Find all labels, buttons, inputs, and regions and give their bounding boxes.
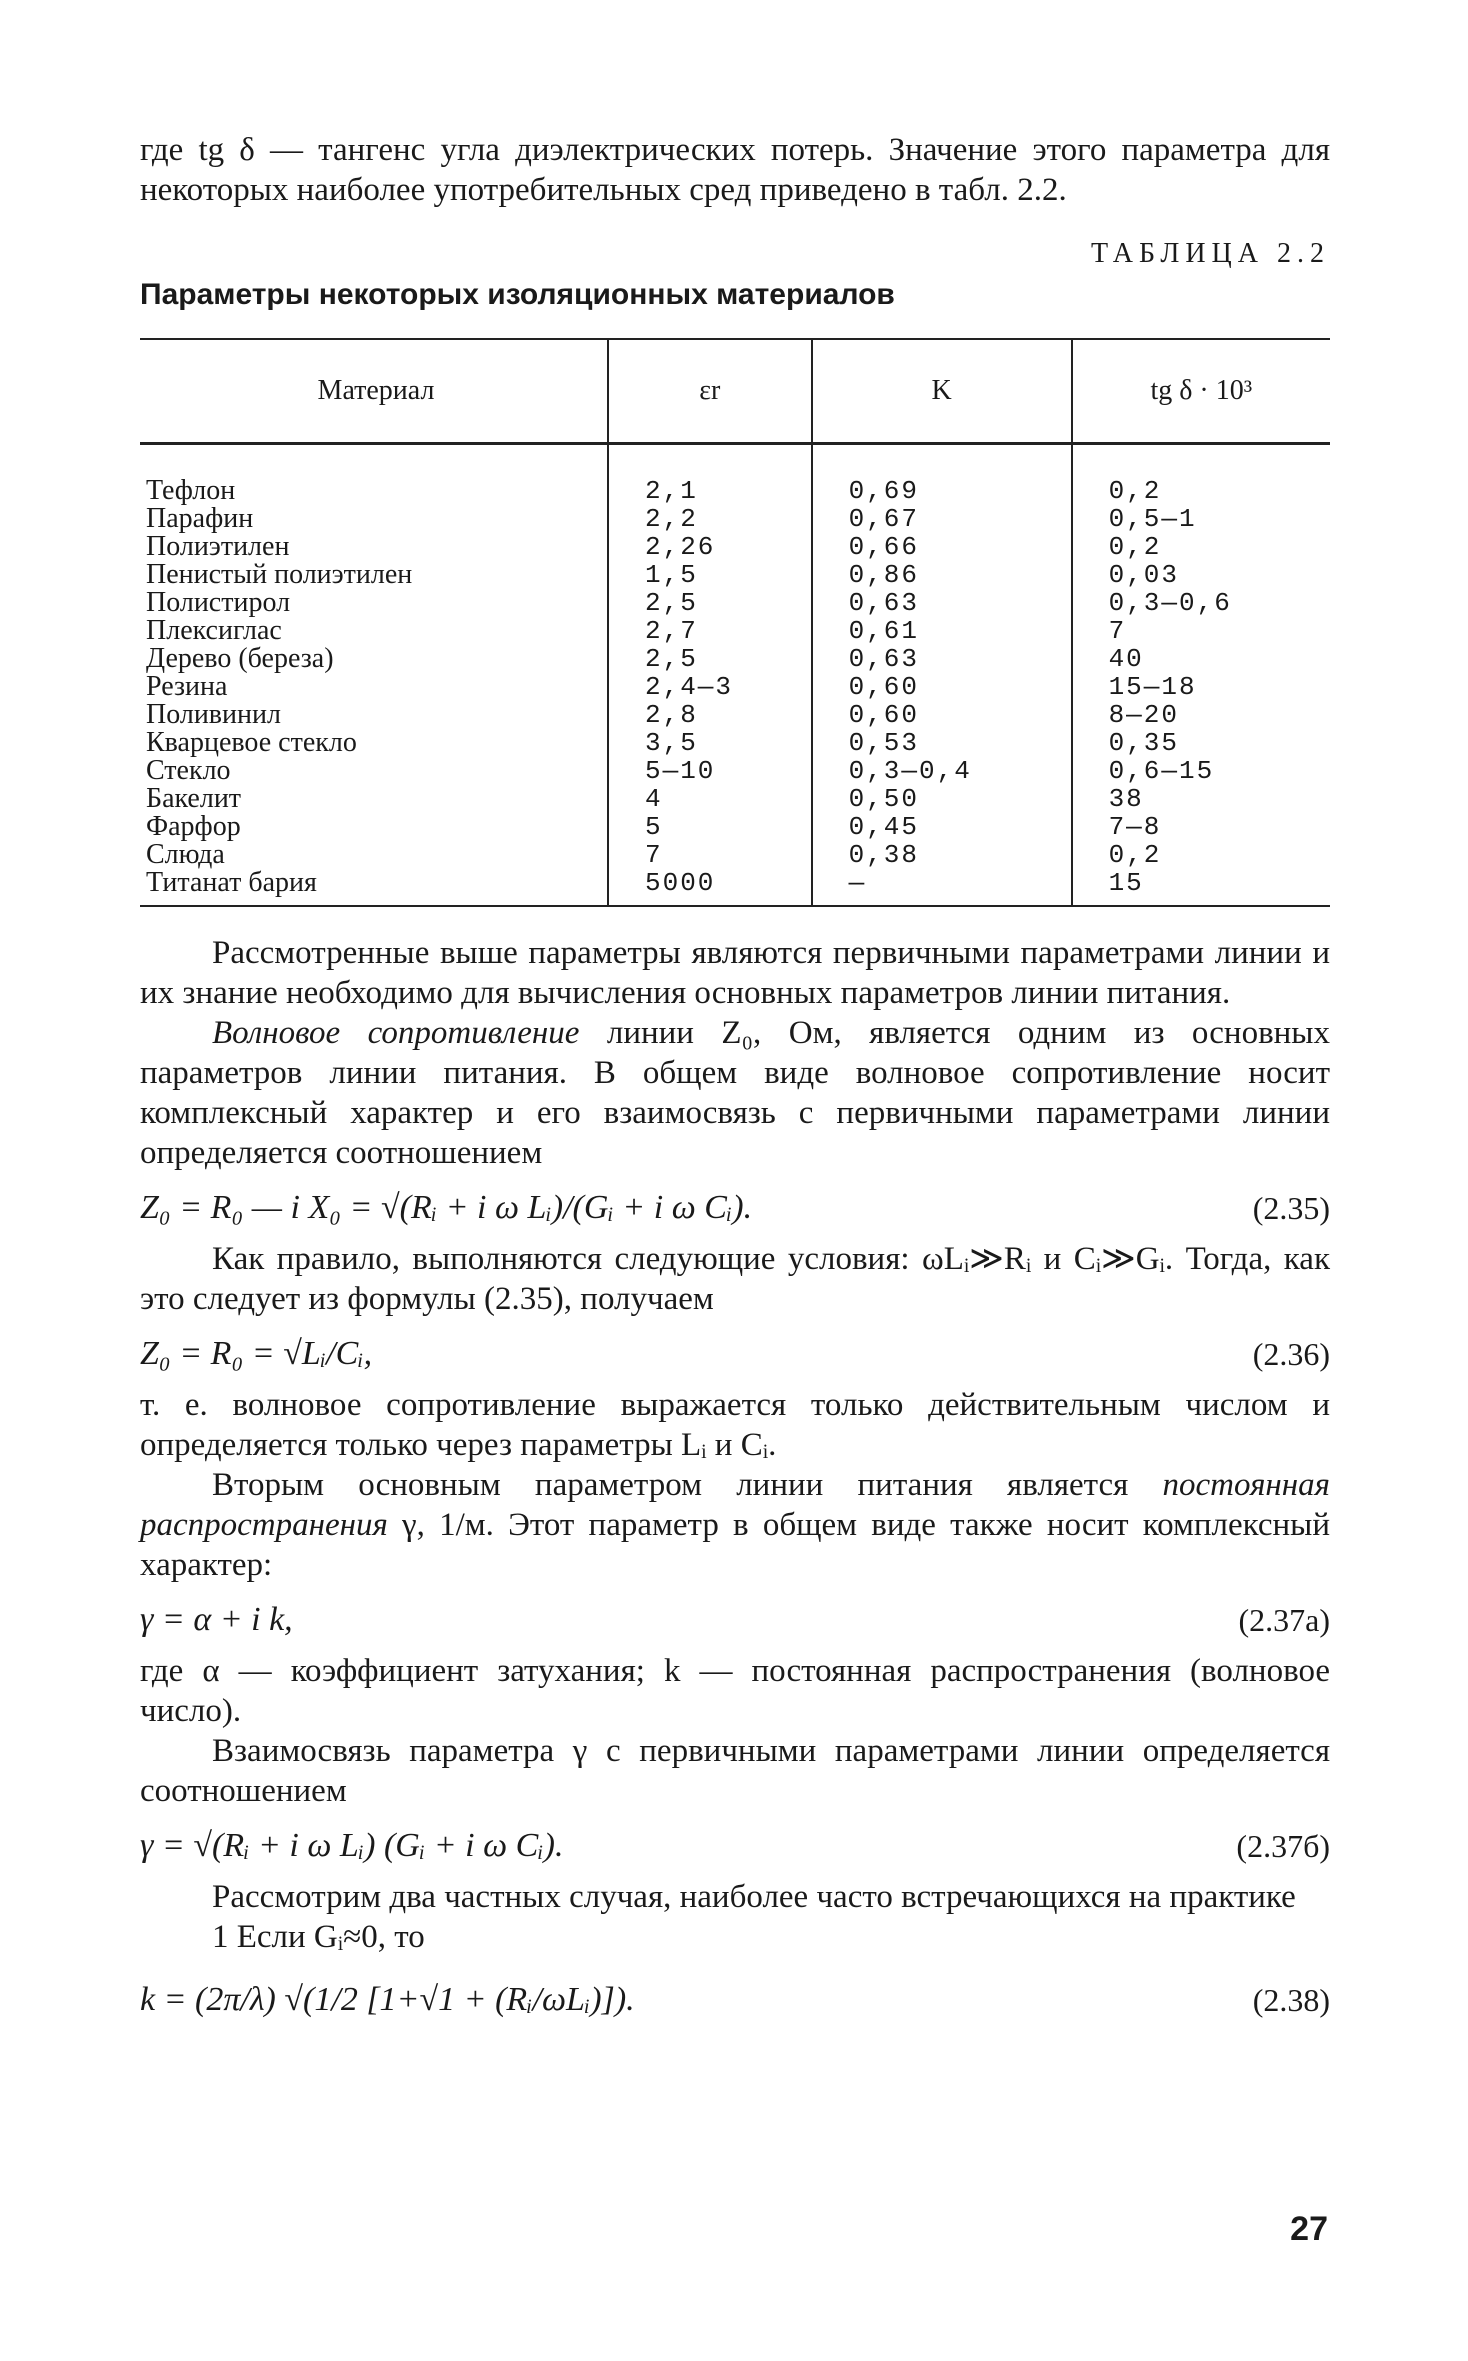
page-number: 27 — [1290, 2210, 1328, 2248]
materials-table — [140, 338, 1330, 907]
table-number: ТАБЛИЦА 2.2 — [1091, 238, 1330, 269]
formula-2-38 — [140, 1981, 1330, 2019]
term-wave-impedance: Волновое сопротивление — [212, 1015, 580, 1051]
er-cell: 1,5 — [645, 560, 698, 590]
term-propagation-constant: постоянная распространения — [140, 1467, 1330, 1543]
er-cell: 2,7 — [645, 616, 698, 646]
er-cell: 5—10 — [645, 756, 716, 786]
tgd-cell: 0,3—0,6 — [1108, 588, 1232, 618]
header-k: K — [812, 339, 1072, 444]
k-cell: 0,50 — [848, 784, 919, 814]
header-material: Материал — [140, 339, 608, 444]
intro-paragraph: где tg δ — тангенс угла диэлектрических потерь. Значение этого параметра для некоторых наиболее употребительных сред приведено в табл. 2.2. — [140, 132, 1330, 208]
er-cell: 4 — [645, 784, 663, 814]
tgd-cell: 38 — [1108, 784, 1144, 814]
table-title: Параметры некоторых изоляционных материалов — [140, 278, 895, 311]
formula-2-37a-expr: γ = α + i k, — [140, 1601, 293, 1638]
formula-2-37b-expr: γ = √(Rᵢ + i ω Lᵢ) (Gᵢ + i ω Cᵢ). — [140, 1827, 564, 1864]
paragraph-primary-params: Рассмотренные выше параметры являются первичными параметрами линии и их знание необходимо для вычисления основных параметров линии питания. — [140, 935, 1330, 1011]
k-cell: 0,63 — [848, 644, 919, 674]
paragraph-wave-impedance-text: линии Z₀, Ом, является одним из основных параметров линии питания. В общем виде волновое сопротивление носит комплексный характер и его взаимосвязь с первичными параметрами линии определяется соотношением — [140, 1015, 1330, 1171]
formula-2-36 — [140, 1335, 1330, 1373]
formula-2-37a — [140, 1601, 1330, 1639]
k-cell: 0,69 — [848, 476, 919, 506]
k-cell: 0,60 — [848, 672, 919, 702]
er-cell: 2,8 — [645, 700, 698, 730]
er-cell: 2,5 — [645, 588, 698, 618]
k-cell: 0,38 — [848, 840, 919, 870]
material-cell: Поливинил — [146, 699, 281, 730]
k-cell: — — [848, 868, 867, 898]
formula-2-37a-number: (2.37а) — [1238, 1601, 1330, 1638]
material-cell: Бакелит — [146, 783, 242, 814]
formula-2-38-number: (2.38) — [1252, 1981, 1330, 2018]
er-cell: 2,26 — [645, 532, 716, 562]
k-cell: 0,86 — [848, 560, 919, 590]
paragraph-propagation-text-c: γ, 1/м. Этот параметр в общем виде также носит комплексный характер: — [140, 1507, 1330, 1583]
tgd-cell: 0,03 — [1108, 560, 1179, 590]
er-cell: 2,4—3 — [645, 672, 734, 702]
er-cell: 2,5 — [645, 644, 698, 674]
er-cell: 7 — [645, 840, 663, 870]
k-cell: 0,66 — [848, 532, 919, 562]
material-cell: Тефлон — [146, 475, 236, 506]
material-cell: Фарфор — [146, 811, 241, 842]
material-column — [140, 444, 608, 907]
tgd-cell: 0,2 — [1108, 840, 1162, 870]
tgd-cell: 0,6—15 — [1108, 756, 1215, 786]
tgd-cell: 7 — [1108, 616, 1127, 646]
er-cell: 3,5 — [645, 728, 698, 758]
material-cell: Полиэтилен — [146, 531, 290, 562]
tgd-cell: 0,35 — [1108, 728, 1179, 758]
er-cell: 2,2 — [645, 504, 698, 534]
k-cell: 0,53 — [848, 728, 919, 758]
material-cell: Стекло — [146, 755, 231, 786]
k-cell: 0,3—0,4 — [848, 756, 972, 786]
tgd-cell: 15—18 — [1108, 672, 1197, 702]
k-column — [812, 444, 1072, 907]
formula-2-36-number: (2.36) — [1252, 1335, 1330, 1372]
formula-2-35 — [140, 1189, 1330, 1227]
paragraph-attenuation: где α — коэффициент затухания; k — постоянная распространения (волновое число). — [140, 1653, 1330, 1729]
k-cell: 0,60 — [848, 700, 919, 730]
material-cell: Парафин — [146, 503, 254, 534]
material-cell: Дерево (береза) — [146, 643, 334, 674]
material-cell: Полистирол — [146, 587, 291, 618]
header-er: εr — [608, 339, 812, 444]
tgd-cell: 7—8 — [1108, 812, 1162, 842]
er-cell: 5000 — [645, 868, 716, 898]
paragraph-propagation-text-a: Вторым основным параметром линии питания является — [212, 1467, 1163, 1503]
paragraph-conditions: Как правило, выполняются следующие условия: ωLᵢ≫Rᵢ и Cᵢ≫Gᵢ. Тогда, как это следует из формулы (2.35), получаем — [140, 1241, 1330, 1317]
paragraph-propagation — [140, 1465, 1330, 1585]
formula-2-37b — [140, 1827, 1330, 1865]
material-cell: Резина — [146, 671, 228, 702]
material-cell: Пенистый полиэтилен — [146, 559, 413, 590]
er-column — [608, 444, 812, 907]
tgd-column — [1072, 444, 1330, 907]
k-cell: 0,63 — [848, 588, 919, 618]
paragraph-relation: Взаимосвязь параметра γ с первичными параметрами линии определяется соотношением — [140, 1733, 1330, 1809]
formula-2-38-expr: k = (2π/λ) √(1/2 [1+√1 + (Rᵢ/ωLᵢ)]). — [140, 1981, 635, 2018]
material-cell: Титанат бария — [146, 867, 317, 898]
tgd-cell: 15 — [1108, 868, 1144, 898]
er-cell: 5 — [645, 812, 663, 842]
k-cell: 0,61 — [848, 616, 919, 646]
tgd-cell: 0,2 — [1108, 532, 1162, 562]
material-cell: Кварцевое стекло — [146, 727, 357, 758]
paragraph-cases: Рассмотрим два частных случая, наиболее часто встречающихся на практике — [212, 1879, 1296, 1915]
tgd-cell: 0,2 — [1108, 476, 1162, 506]
material-cell: Плексиглас — [146, 615, 282, 646]
formula-2-35-number: (2.35) — [1252, 1189, 1330, 1226]
header-tgd: tg δ · 10³ — [1072, 339, 1330, 444]
k-cell: 0,67 — [848, 504, 919, 534]
formula-2-35-expr: Z₀ = R₀ — i X₀ = √(Rᵢ + i ω Lᵢ)/(Gᵢ + i ω Cᵢ). — [140, 1189, 753, 1226]
tgd-cell: 40 — [1108, 644, 1144, 674]
paragraph-wave-impedance — [140, 1013, 1330, 1173]
tgd-cell: 0,5—1 — [1108, 504, 1197, 534]
tgd-cell: 8—20 — [1108, 700, 1179, 730]
k-cell: 0,45 — [848, 812, 919, 842]
formula-2-37b-number: (2.37б) — [1236, 1827, 1330, 1864]
paragraph-case-1: 1 Если Gᵢ≈0, то — [212, 1919, 425, 1955]
paragraph-real-number: т. е. волновое сопротивление выражается только действительным числом и определяется только через параметры Lᵢ и Cᵢ. — [140, 1387, 1330, 1463]
formula-2-36-expr: Z₀ = R₀ = √Lᵢ/Cᵢ, — [140, 1335, 373, 1372]
page-content — [140, 130, 1330, 2031]
er-cell: 2,1 — [645, 476, 698, 506]
material-cell: Слюда — [146, 839, 225, 870]
